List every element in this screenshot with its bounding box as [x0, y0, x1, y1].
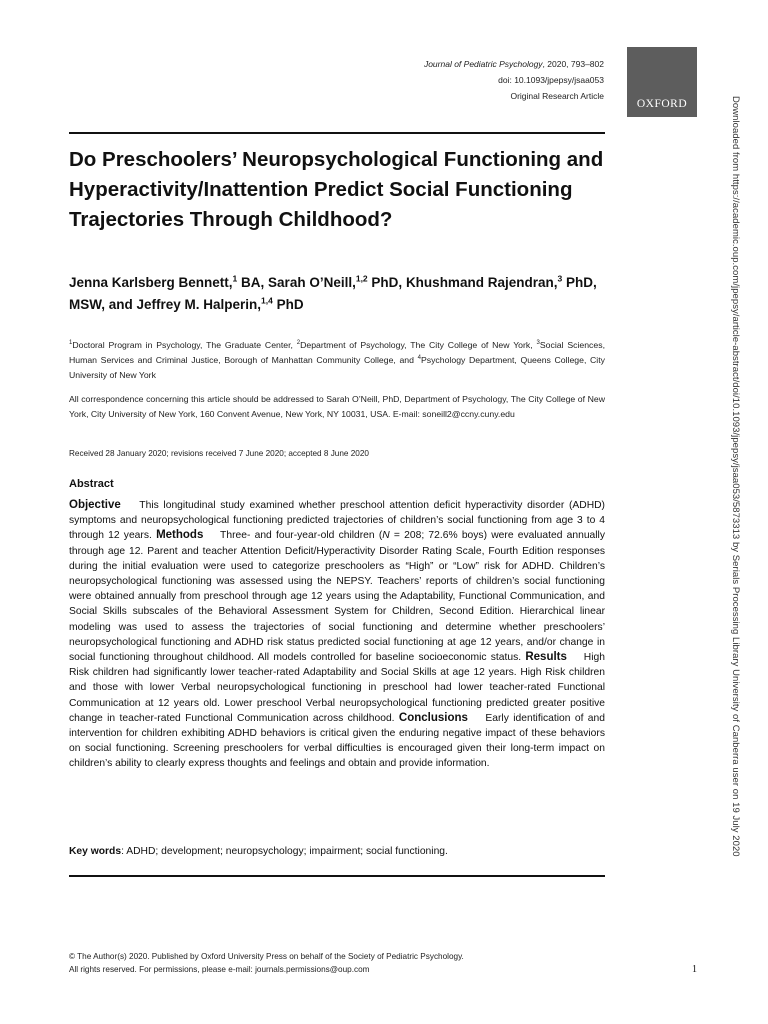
conclusions-text: Early identification of and intervention for children exhibiting ADHD behaviors is critical given the enduring negative impact of these behaviors on social functioning. Screening preschoolers for verbal difficulties is encouraged given their long-term impact on children’s ability to clearly express thoughts and feelings and obtain and provide information. — [69, 712, 605, 770]
conclusions-label: Conclusions — [398, 711, 468, 724]
journal-name: Journal of Pediatric Psychology — [423, 59, 543, 69]
methods-text-continued: = 208; 72.6% boys) were evaluated annually through age 12. Parent and teacher Attention Deficit/Hyperactivity Disorder Rating Scale, Fourth Edition responses during the initial evaluation were used to categorize preschoolers as “High” or “Low” risk for ADHD. Children’s neuropsychological functioning was assessed using the NEPSY. Teachers’ reports of children’s social functioning were obtained annually from preschool through age 12 years using the Adaptability, Functional Communication, and Social Skills subscales of the Behavioral Assessment System for Children, Second Edition. Hierarchical linear modeling was used to assess the trajectories of social functioning and determine whether preschoolers’ neuropsychological functioning and ADHD risk status predicted social functioning at age 12 years, and/or change in social functioning throughout childhood. All models controlled for baseline socioeconomic status. — [69, 530, 605, 664]
article-title: Do Preschoolers’ Neuropsychological Functioning and Hyperactivity/Inattention Predict Social Functioning Trajectories Through Childhood? — [69, 148, 604, 231]
affiliations — [69, 338, 605, 383]
author-affiliation-sup: 1,4 — [261, 295, 273, 306]
affiliation-text: Department of Psychology, The City College of New York, — [300, 340, 537, 350]
results-text: High Risk children had significantly lower teacher-rated Adaptability and Social Skills at age 12 years. High Risk children and those with lower Verbal neuropsychological functioning in preschool had lower teacher-rated Functional Communication at 12 years old. Lower preschool Verbal neuropsychological functioning predicted greater positive change in teacher-rated Functional Communication across childhood. — [69, 652, 605, 724]
received-dates: Received 28 January 2020; revisions received 7 June 2020; accepted 8 June 2020 — [69, 449, 369, 458]
author-degree: PhD, MSW, — [69, 275, 597, 312]
permissions-line: All rights reserved. For permissions, please e-mail: journals.permissions@oup.com — [69, 965, 370, 974]
affiliation-text: Doctoral Program in Psychology, The Graduate Center, — [72, 340, 297, 350]
abstract-heading: Abstract — [69, 478, 114, 490]
methods-label: Methods — [156, 529, 204, 542]
affiliation-text: Social Sciences, Human Services and Criminal Justice, Borough of Manhattan Community College, and — [69, 340, 605, 365]
keywords-text: : ADHD; development; neuropsychology; impairment; social functioning. — [121, 846, 448, 857]
objective-label: Objective — [69, 499, 121, 511]
journal-header — [424, 56, 604, 104]
affiliation-sup: 3 — [536, 340, 540, 347]
affiliation-sup: 2 — [296, 340, 301, 347]
oxford-logo: OXFORD — [627, 47, 697, 117]
copyright-line: © The Author(s) 2020. Published by Oxford University Press on behalf of the Society of Pediatric Psychology. — [69, 952, 464, 961]
author-affiliation-sup: 1,2 — [355, 273, 368, 284]
journal-citation — [424, 56, 604, 72]
author-degree: BA, — [237, 275, 269, 290]
keywords-label: Key words — [69, 846, 122, 857]
header-rule — [69, 132, 605, 134]
author-degree: PhD, — [367, 275, 406, 290]
methods-n-symbol: N — [382, 530, 390, 542]
affiliation-sup: 1 — [69, 340, 73, 347]
copyright-footer — [69, 950, 589, 976]
objective-text: This longitudinal study examined whether preschool attention deficit hyperactivity disorder (ADHD) symptoms and neuropsychological functioning predicted trajectories of children’s social functioning from age 3 to 4 through 12 years. — [69, 500, 605, 542]
correspondence-note: All correspondence concerning this article should be addressed to Sarah O’Neill, PhD, Department of Psychology, The City College of New York, City University of New York, 160 Convent Avenue, New York, NY 10031, USA. E-mail: soneill2@ccny.cuny.edu — [69, 394, 605, 419]
author-name: Khushmand Rajendran, — [405, 275, 558, 290]
author-name: and Jeffrey M. Halperin, — [108, 297, 262, 312]
article-type: Original Research Article — [510, 91, 604, 101]
author-degree: PhD — [272, 297, 304, 312]
abstract-bottom-rule — [69, 875, 605, 877]
keywords — [69, 844, 605, 859]
methods-text: Three- and four-year-old children ( — [220, 530, 383, 542]
affiliation-text: Psychology Department, Queens College, City University of New York — [69, 355, 605, 380]
doi-link[interactable]: doi: 10.1093/jpepsy/jsaa053 — [498, 75, 604, 85]
author-list — [69, 272, 609, 316]
journal-volume-pages: , 2020, 793–802 — [542, 59, 604, 69]
results-label: Results — [525, 651, 567, 664]
abstract-body — [69, 498, 605, 772]
page-number: 1 — [692, 964, 697, 975]
affiliation-sup: 4 — [417, 355, 421, 362]
download-side-note-text: Downloaded from https://academic.oup.com/jpepsy/article-abstract/doi/10.1093/jpepsy/jsaa053/5873313 by Serials Processing Library University of Canberra user on 19 July 2020 — [730, 96, 741, 857]
author-name: Jenna Karlsberg Bennett, — [69, 275, 233, 290]
author-name: Sarah O’Neill, — [268, 275, 356, 290]
author-affiliation-sup: 3 — [557, 273, 563, 284]
author-affiliation-sup: 1 — [232, 273, 238, 284]
download-side-note — [730, 96, 752, 926]
